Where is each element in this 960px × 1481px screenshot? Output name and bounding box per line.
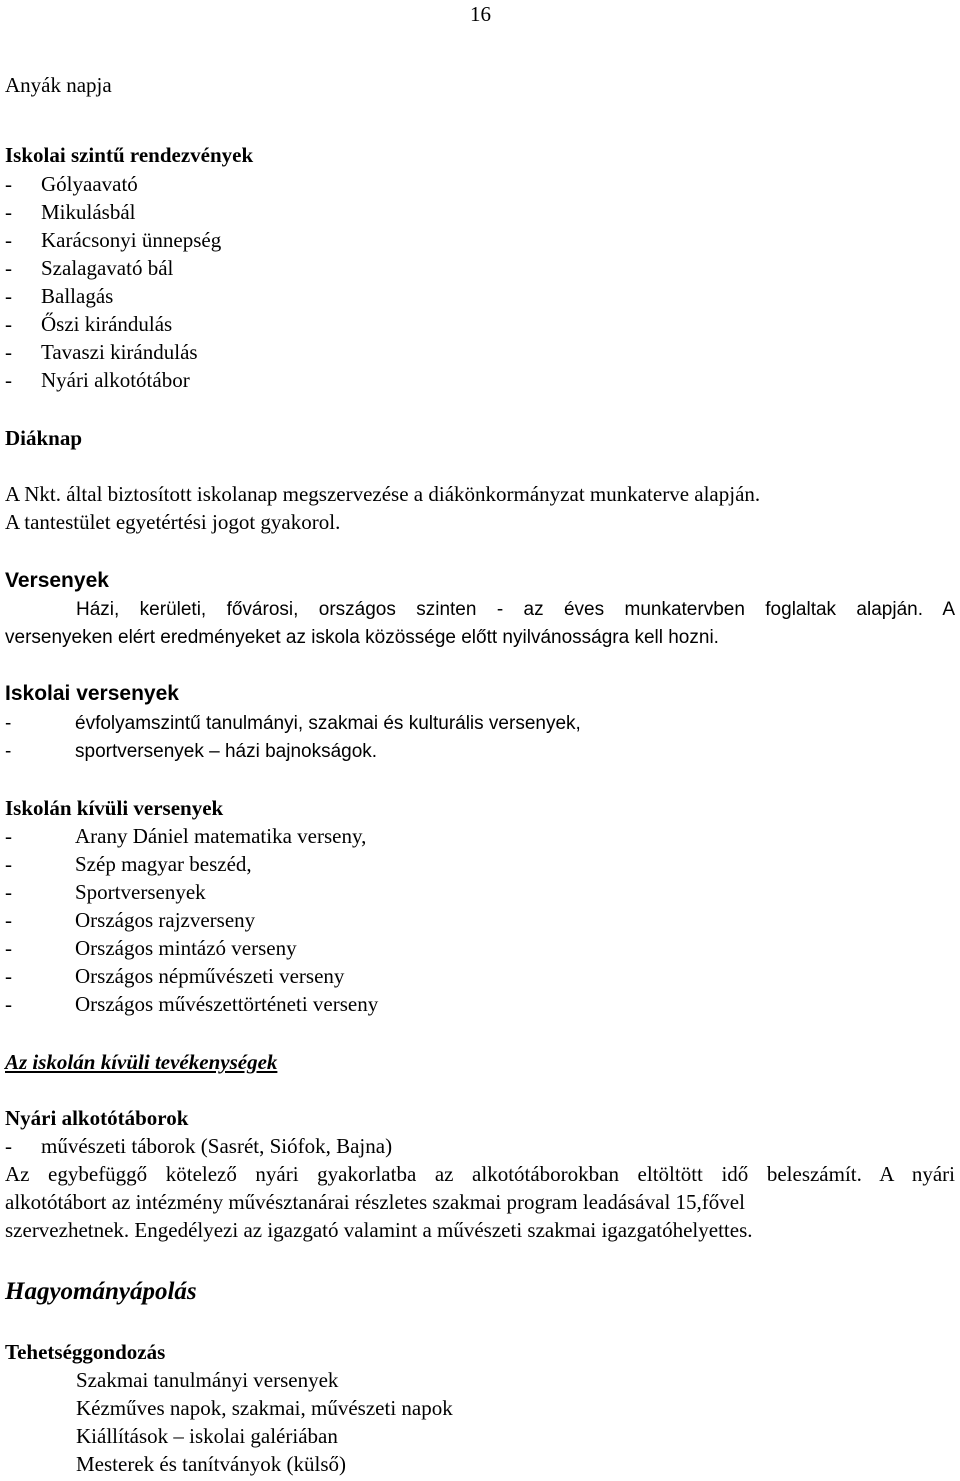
- diaknap-text-line-1: A Nkt. által biztosított iskolanap megszervezése a diákönkormányzat munkaterve alapján.: [5, 482, 761, 506]
- list-item: - Őszi kirándulás: [5, 312, 173, 336]
- list-item: - Arany Dániel matematika verseny,: [5, 824, 367, 848]
- list-item: - Gólyaavató: [5, 172, 138, 196]
- list-item: - sportversenyek – házi bajnokságok.: [5, 741, 378, 762]
- list-item: - Sportversenyek: [5, 880, 206, 904]
- list-item: - Karácsonyi ünnepség: [5, 228, 222, 252]
- iskolan-kivuli-versenyek-heading: Iskolán kívüli versenyek: [5, 796, 224, 820]
- versenyek-text-line-1: Házi, kerületi, fővárosi, országos szinten - az éves munkatervben foglaltak alapján. A: [76, 599, 955, 620]
- list-item: - Ballagás: [5, 284, 114, 308]
- iskolai-versenyek-heading: Iskolai versenyek: [5, 682, 179, 705]
- hagyomanyapolas-heading: Hagyományápolás: [5, 1278, 197, 1305]
- list-item: - Országos mintázó verseny: [5, 936, 297, 960]
- versenyek-heading: Versenyek: [5, 569, 109, 592]
- tehetseggondozas-heading: Tehetséggondozás: [5, 1340, 166, 1364]
- list-item: - Szép magyar beszéd,: [5, 852, 252, 876]
- list-item: - Országos művészettörténeti verseny: [5, 992, 379, 1016]
- page-number: 16: [470, 2, 491, 26]
- nyari-alkototaborok-heading: Nyári alkotótáborok: [5, 1106, 189, 1130]
- anyak-napja-heading: Anyák napja: [5, 73, 112, 97]
- nyari-alkototaborok-text-line-1: Az egybefüggő kötelező nyári gyakorlatba az alkotótáborokban eltöltött idő beleszámít. A nyári: [5, 1162, 955, 1186]
- nyari-alkototaborok-text-line-2: alkotótábort az intézmény művésztanárai részletes szakmai program leadásával 15,fővel: [5, 1190, 745, 1214]
- list-item: Mesterek és tanítványok (külső): [76, 1452, 347, 1476]
- iskolan-kivuli-tevekenysegek-heading: Az iskolán kívüli tevékenységek: [5, 1050, 278, 1074]
- list-item: - Országos népművészeti verseny: [5, 964, 345, 988]
- list-item: Kézműves napok, szakmai, művészeti napok: [76, 1396, 453, 1420]
- list-item: - Nyári alkotótábor: [5, 368, 190, 392]
- nyari-alkototaborok-text-line-3: szervezhetnek. Engedélyezi az igazgató valamint a művészeti szakmai igazgatóhelyettes.: [5, 1218, 753, 1242]
- list-item: - Szalagavató bál: [5, 256, 174, 280]
- list-item: - Országos rajzverseny: [5, 908, 256, 932]
- list-item: Szakmai tanulmányi versenyek: [76, 1368, 339, 1392]
- diaknap-heading: Diáknap: [5, 426, 83, 450]
- iskolai-szintu-rendezvenyek-heading: Iskolai szintű rendezvények: [5, 143, 254, 167]
- list-item: Kiállítások – iskolai galériában: [76, 1424, 338, 1448]
- list-item: - Tavaszi kirándulás: [5, 340, 198, 364]
- list-item: - művészeti táborok (Sasrét, Siófok, Bajna): [5, 1134, 393, 1158]
- versenyek-text-line-2: versenyeken elért eredményeket az iskola közössége előtt nyilvánosságra kell hozni.: [5, 627, 719, 648]
- list-item: - évfolyamszintű tanulmányi, szakmai és kulturális versenyek,: [5, 713, 581, 734]
- diaknap-text-line-2: A tantestület egyetértési jogot gyakorol.: [5, 510, 341, 534]
- list-item: - Mikulásbál: [5, 200, 136, 224]
